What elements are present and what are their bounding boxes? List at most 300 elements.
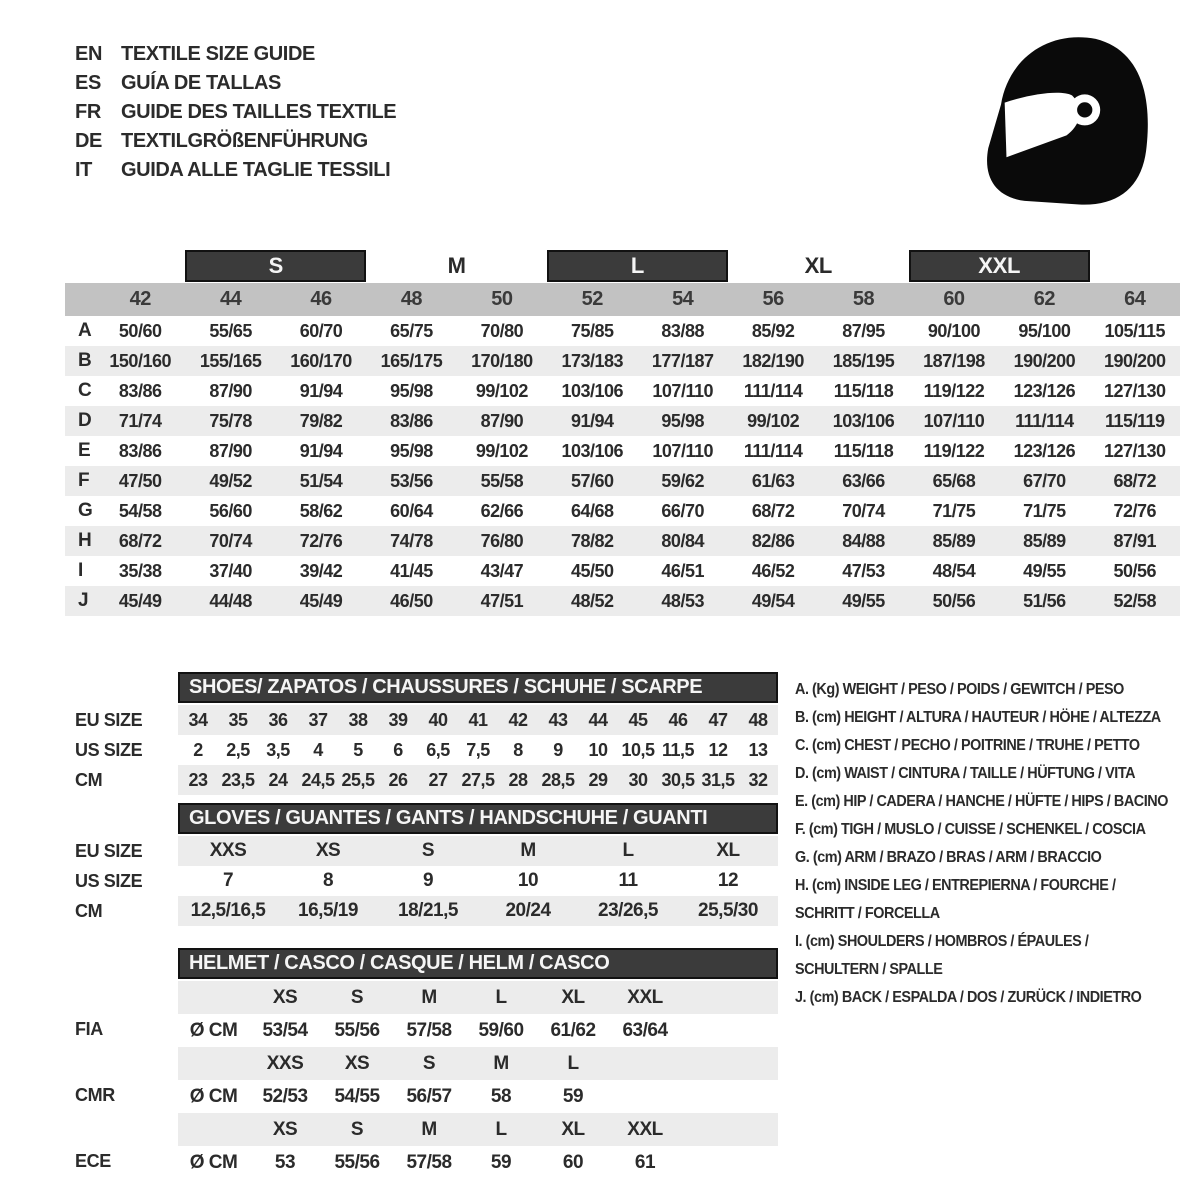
helmet-size-letter: M [493, 1052, 509, 1074]
language-code: FR [75, 101, 101, 123]
measurement-row [65, 586, 1180, 616]
gloves-us-size-row [178, 866, 778, 896]
measurement-value: 66/70 [661, 500, 704, 521]
measurement-value: 68/72 [1113, 470, 1157, 491]
helmet-size-value: 52/53 [262, 1085, 308, 1107]
measurement-value: 43/47 [480, 560, 524, 581]
helmet-size-letter: XS [344, 1052, 370, 1074]
measurement-value: 150/160 [109, 350, 171, 371]
legend-line: A. (Kg) WEIGHT / PESO / POIDS / GEWITCH / PESO [795, 681, 1124, 698]
shoe-cm-value: 30 [628, 769, 648, 790]
measurement-value: 45/50 [571, 560, 614, 581]
measurement-value: 85/92 [751, 320, 795, 341]
helmet-size-letter: XS [272, 986, 298, 1008]
legend-line: G. (cm) ARM / BRAZO / BRAS / ARM / BRACCIO [795, 849, 1102, 866]
glove-eu-size-value: S [421, 840, 435, 861]
legend-line: J. (cm) BACK / ESPALDA / DOS / ZURÜCK / INDIETRO [795, 989, 1142, 1006]
size-column-header: 60 [943, 288, 965, 310]
measurement-value: 177/187 [651, 350, 714, 371]
size-column-header: 46 [310, 288, 332, 310]
measurement-value: 64/68 [571, 500, 614, 521]
helmet-size-letter: M [421, 986, 437, 1008]
helmet-size-value: 59/60 [478, 1019, 524, 1041]
measurement-value: 75/85 [571, 320, 614, 341]
glove-us-size-value: 12 [717, 870, 739, 891]
measurement-value: 111/114 [743, 440, 803, 461]
measurement-value: 127/130 [1103, 380, 1166, 401]
helmet-section-title: HELMET / CASCO / CASQUE / HELM / CASCO [178, 948, 778, 979]
size-column-header: 54 [672, 288, 694, 310]
glove-cm-value: 12,5/16,5 [190, 900, 266, 921]
glove-us-size-value: 9 [422, 870, 434, 891]
shoes-us-size-label: US SIZE [75, 739, 143, 760]
measurement-value: 70/80 [480, 320, 524, 341]
gloves-eu-size-label: EU SIZE [75, 840, 143, 861]
language-title: TEXTILGRÖßENFÜHRUNG [121, 130, 368, 152]
measurement-value: 44/48 [209, 590, 252, 611]
measurement-value: 78/82 [571, 530, 614, 551]
measurement-value: 165/175 [380, 350, 443, 371]
helmet-ece-values-row [178, 1146, 778, 1179]
helmet-unit-label: Ø CM [189, 1151, 238, 1173]
measurement-value: 87/90 [209, 380, 252, 401]
glove-cm-value: 18/21,5 [398, 900, 458, 921]
helmet-size-letter: XL [561, 1118, 585, 1140]
measurement-value: 61/63 [751, 470, 795, 491]
legend-line: C. (cm) CHEST / PECHO / POITRINE / TRUHE / PETTO [795, 737, 1140, 754]
glove-us-size-value: 11 [618, 870, 638, 891]
shoe-us-size-value: 6 [393, 739, 403, 760]
glove-cm-value: 16,5/19 [298, 900, 358, 921]
shoe-us-size-value: 5 [353, 739, 363, 760]
gloves-us-size-label: US SIZE [75, 870, 143, 891]
measurement-value: 46/52 [751, 560, 795, 581]
legend-line: B. (cm) HEIGHT / ALTURA / HAUTEUR / HÖHE / ALTEZZA [795, 709, 1161, 726]
measurement-value: 91/94 [299, 380, 343, 401]
helmet-size-letter: XXL [627, 986, 663, 1008]
helmet-size-value: 58 [490, 1085, 512, 1107]
shoe-eu-size-value: 45 [628, 709, 648, 730]
helmet-size-letter: XXL [627, 1118, 663, 1140]
shoe-us-size-value: 11,5 [661, 739, 695, 760]
measurement-value: 47/51 [480, 590, 524, 611]
shoe-eu-size-value: 39 [388, 709, 408, 730]
shoes-cm-label: CM [75, 769, 103, 790]
legend-line: H. (cm) INSIDE LEG / ENTREPIERNA / FOURCHE / [795, 877, 1116, 894]
measurement-value: 62/66 [480, 500, 524, 521]
helmet-size-letter: L [495, 1118, 507, 1140]
measurement-value: 123/126 [1013, 380, 1076, 401]
measurement-value: 70/74 [209, 530, 252, 551]
measurement-value: 87/95 [842, 320, 885, 341]
measurement-value: 85/89 [932, 530, 976, 551]
helmet-size-letter: S [422, 1052, 436, 1074]
shoes-us-size-row [178, 735, 778, 765]
shoe-cm-value: 23 [188, 769, 208, 790]
measurement-value: 119/122 [923, 380, 985, 401]
measurement-value: 72/76 [299, 530, 343, 551]
glove-us-size-value: 10 [517, 870, 539, 891]
helmet-size-value: 61 [634, 1151, 656, 1173]
language-title-list [75, 40, 396, 185]
shoe-cm-value: 28 [508, 769, 528, 790]
shoe-us-size-value: 13 [748, 739, 768, 760]
measurement-value: 80/84 [661, 530, 704, 551]
helmet-size-value: 60 [562, 1151, 584, 1173]
language-title: TEXTILE SIZE GUIDE [121, 43, 315, 65]
shoe-eu-size-value: 37 [308, 709, 328, 730]
size-letter-row [65, 250, 1180, 282]
measurement-value: 49/55 [842, 590, 885, 611]
measurement-value: 115/119 [1104, 410, 1165, 431]
measurement-row-label: H [78, 530, 92, 551]
language-code: DE [75, 130, 102, 152]
shoe-eu-size-value: 42 [508, 709, 528, 730]
measurement-value: 84/88 [842, 530, 885, 551]
measurement-value: 45/49 [299, 590, 343, 611]
helmet-size-letter: XS [272, 1118, 298, 1140]
shoe-eu-size-value: 41 [468, 709, 488, 730]
shoe-us-size-value: 2,5 [226, 739, 250, 760]
size-group-l: L [547, 250, 728, 282]
measurement-row [65, 346, 1180, 376]
language-row [75, 69, 396, 98]
measurement-row-label: C [78, 380, 92, 401]
helmet-size-value: 53/54 [262, 1019, 308, 1041]
measurement-value: 39/42 [299, 560, 343, 581]
shoe-eu-size-value: 34 [188, 709, 208, 730]
measurement-value: 99/102 [747, 410, 800, 431]
shoe-cm-value: 27 [428, 769, 448, 790]
measurement-value: 48/54 [932, 560, 976, 581]
glove-cm-value: 23/26,5 [598, 900, 658, 921]
language-code: EN [75, 43, 102, 65]
glove-cm-value: 20/24 [505, 900, 551, 921]
shoe-cm-value: 30,5 [661, 769, 695, 790]
size-column-header: 42 [129, 288, 151, 310]
language-title: GUIDE DES TAILLES TEXTILE [121, 101, 397, 123]
numeric-size-header [65, 283, 1180, 316]
measurement-value: 185/195 [832, 350, 895, 371]
measurement-value: 46/50 [390, 590, 433, 611]
measurement-value: 50/56 [1113, 560, 1157, 581]
measurement-value: 68/72 [118, 530, 162, 551]
measurement-row [65, 316, 1180, 346]
shoe-cm-value: 31,5 [701, 769, 735, 790]
measurement-value: 173/183 [561, 350, 624, 371]
helmet-fia-values-row [178, 1014, 778, 1047]
measurement-value: 59/62 [661, 470, 704, 491]
helmet-size-letter: L [567, 1052, 579, 1074]
shoe-cm-value: 24 [268, 769, 288, 790]
measurement-value: 45/49 [118, 590, 162, 611]
shoe-eu-size-value: 47 [708, 709, 728, 730]
helmet-size-value: 56/57 [406, 1085, 452, 1107]
measurement-value: 107/110 [923, 410, 985, 431]
shoe-cm-value: 28,5 [541, 769, 575, 790]
measurement-value: 103/106 [561, 380, 624, 401]
shoe-eu-size-value: 35 [228, 709, 248, 730]
helmet-unit-label: Ø CM [189, 1019, 238, 1041]
measurement-value: 70/74 [842, 500, 885, 521]
glove-cm-value: 25,5/30 [698, 900, 758, 921]
size-group-xl: XL [804, 253, 833, 278]
shoes-section-title: SHOES/ ZAPATOS / CHAUSSURES / SCHUHE / SCARPE [178, 672, 778, 703]
helmet-size-letter: S [350, 986, 364, 1008]
shoe-eu-size-value: 36 [268, 709, 288, 730]
helmet-size-value: 53 [274, 1151, 296, 1173]
shoes-eu-size-row [178, 705, 778, 735]
measurement-value: 95/100 [1018, 320, 1071, 341]
size-column-header: 58 [852, 288, 875, 310]
measurement-value: 72/76 [1113, 500, 1157, 521]
glove-eu-size-value: XL [716, 840, 740, 861]
measurement-value: 55/58 [480, 470, 524, 491]
measurement-value: 115/118 [833, 380, 894, 401]
helmet-unit-label: Ø CM [189, 1085, 238, 1107]
measurement-value: 107/110 [652, 380, 713, 401]
helmet-size-value: 57/58 [406, 1151, 452, 1173]
helmet-ece-label: ECE [75, 1150, 111, 1171]
measurement-value: 99/102 [475, 440, 528, 461]
measurement-row-label: D [78, 410, 92, 431]
helmet-row-spacer [178, 1113, 249, 1146]
language-code: IT [75, 159, 92, 181]
measurement-value: 111/114 [1015, 410, 1074, 431]
glove-eu-size-value: XS [315, 840, 341, 861]
helmet-size-value: 57/58 [406, 1019, 452, 1041]
shoe-eu-size-value: 43 [548, 709, 568, 730]
measurement-value: 49/52 [209, 470, 252, 491]
measurement-value: 182/190 [742, 350, 804, 371]
glove-eu-size-value: M [520, 840, 536, 861]
glove-eu-size-value: XXS [209, 840, 247, 861]
measurement-value: 127/130 [1103, 440, 1166, 461]
legend-line: SCHRITT / FORCELLA [795, 905, 940, 922]
measurement-value: 48/53 [661, 590, 704, 611]
helmet-row-spacer [178, 981, 249, 1014]
measurement-value: 83/88 [661, 320, 704, 341]
shoe-cm-value: 23,5 [221, 769, 255, 790]
size-column-header: 50 [491, 288, 513, 310]
measurement-value: 160/170 [290, 350, 352, 371]
measurement-value: 123/126 [1013, 440, 1076, 461]
measurement-row [65, 376, 1180, 406]
shoe-us-size-value: 4 [313, 739, 323, 760]
helmet-size-value: 59 [490, 1151, 512, 1173]
measurement-value: 79/82 [299, 410, 343, 431]
measurement-value: 57/60 [571, 470, 614, 491]
size-group-m: M [447, 253, 466, 278]
measurement-row-label: I [78, 560, 83, 581]
shoe-eu-size-value: 46 [668, 709, 688, 730]
gloves-section-title: GLOVES / GUANTES / GANTS / HANDSCHUHE / GUANTI [178, 803, 778, 834]
measurement-row-label: F [78, 470, 90, 491]
measurement-value: 67/70 [1023, 470, 1066, 491]
measurement-row [65, 436, 1180, 466]
measurement-value: 63/66 [842, 470, 885, 491]
measurement-value: 75/78 [209, 410, 252, 431]
helmet-size-letter: XL [561, 986, 585, 1008]
measurement-value: 187/198 [923, 350, 985, 371]
measurement-value: 71/75 [932, 500, 976, 521]
language-code: ES [75, 72, 101, 94]
helmet-size-value: 59 [562, 1085, 584, 1107]
glove-us-size-value: 8 [322, 870, 334, 891]
measurement-value: 47/53 [842, 560, 885, 581]
glove-us-size-value: 7 [222, 870, 234, 891]
shoe-eu-size-value: 38 [348, 709, 368, 730]
legend-line: SCHULTERN / SPALLE [795, 961, 943, 978]
measurement-value: 50/60 [118, 320, 162, 341]
measurement-row [65, 556, 1180, 586]
measurement-value: 103/106 [561, 440, 624, 461]
measurement-value: 83/86 [118, 440, 162, 461]
gloves-cm-label: CM [75, 900, 103, 921]
measurement-value: 107/110 [652, 440, 713, 461]
helmet-size-letter: XXS [266, 1052, 304, 1074]
helmet-cmr-sizes-row [178, 1047, 778, 1080]
shoe-us-size-value: 10,5 [621, 739, 655, 760]
shoe-cm-value: 25,5 [341, 769, 375, 790]
measurement-value: 65/75 [390, 320, 433, 341]
measurement-row-label: A [78, 320, 92, 341]
measurement-value: 46/51 [661, 560, 704, 581]
shoe-us-size-value: 12 [708, 739, 728, 760]
measurement-value: 58/62 [299, 500, 343, 521]
measurement-row [65, 496, 1180, 526]
measurement-value: 48/52 [571, 590, 614, 611]
language-row [75, 98, 396, 127]
shoes-eu-size-label: EU SIZE [75, 709, 143, 730]
measurement-value: 41/45 [390, 560, 433, 581]
helmet-size-value: 61/62 [550, 1019, 596, 1041]
helmet-cmr-values-row [178, 1080, 778, 1113]
measurement-row [65, 526, 1180, 556]
helmet-fia-sizes-row [178, 981, 778, 1014]
helmet-size-value: 54/55 [334, 1085, 380, 1107]
measurement-row [65, 406, 1180, 436]
measurement-value: 56/60 [209, 500, 252, 521]
measurement-value: 54/58 [118, 500, 162, 521]
measurement-value: 49/55 [1023, 560, 1066, 581]
language-row [75, 156, 396, 185]
shoe-eu-size-value: 48 [748, 709, 768, 730]
measurement-value: 87/91 [1113, 530, 1157, 551]
helmet-ece-sizes-row [178, 1113, 778, 1146]
measurement-row-label: B [78, 350, 92, 371]
helmet-size-value: 55/56 [334, 1019, 380, 1041]
measurement-value: 87/90 [209, 440, 252, 461]
measurement-value: 119/122 [923, 440, 985, 461]
size-group-xxl: XXL [909, 250, 1090, 282]
measurement-value: 35/38 [118, 560, 162, 581]
language-title: GUÍA DE TALLAS [121, 72, 281, 94]
measurement-rows [65, 316, 1180, 616]
size-column-header: 44 [219, 288, 242, 310]
racing-helmet-icon [978, 28, 1166, 210]
legend-line: D. (cm) WAIST / CINTURA / TAILLE / HÜFTUNG / VITA [795, 765, 1136, 782]
measurement-value: 71/74 [118, 410, 162, 431]
size-column-header: 62 [1033, 288, 1055, 310]
measurement-value: 90/100 [927, 320, 980, 341]
measurement-value: 111/114 [743, 380, 803, 401]
measurement-value: 95/98 [661, 410, 704, 431]
helmet-cmr-label: CMR [75, 1084, 115, 1105]
language-title: GUIDA ALLE TAGLIE TESSILI [121, 159, 391, 181]
measurement-row [65, 466, 1180, 496]
glove-eu-size-value: L [622, 840, 634, 861]
helmet-size-letter: M [421, 1118, 437, 1140]
shoe-us-size-value: 7,5 [466, 739, 490, 760]
measurement-value: 51/54 [299, 470, 343, 491]
measurement-value: 105/115 [1104, 320, 1166, 341]
helmet-size-letter: L [495, 986, 507, 1008]
measurement-value: 85/89 [1023, 530, 1066, 551]
measurement-row-label: G [78, 500, 93, 521]
measurement-row-label: E [78, 440, 91, 461]
language-row [75, 40, 396, 69]
shoe-cm-value: 29 [588, 769, 608, 790]
measurement-value: 50/56 [932, 590, 976, 611]
measurement-value: 49/54 [751, 590, 795, 611]
measurement-value: 99/102 [475, 380, 528, 401]
measurement-legend [795, 676, 1195, 1012]
shoe-us-size-value: 2 [193, 739, 203, 760]
gloves-eu-size-row [178, 836, 778, 866]
measurement-value: 190/200 [1013, 350, 1076, 371]
helmet-size-letter: S [350, 1118, 364, 1140]
textile-size-table [65, 250, 1180, 616]
shoe-us-size-value: 3,5 [266, 739, 290, 760]
measurement-value: 55/65 [209, 320, 252, 341]
shoe-eu-size-value: 40 [428, 709, 448, 730]
measurement-row-label: J [78, 590, 89, 611]
size-column-header: 64 [1124, 288, 1146, 310]
measurement-value: 82/86 [751, 530, 795, 551]
shoe-cm-value: 32 [748, 769, 768, 790]
measurement-value: 91/94 [571, 410, 614, 431]
measurement-value: 51/56 [1023, 590, 1066, 611]
measurement-value: 115/118 [833, 440, 894, 461]
shoes-cm-row [178, 765, 778, 795]
measurement-value: 47/50 [118, 470, 162, 491]
helmet-size-value: 55/56 [334, 1151, 380, 1173]
shoe-cm-value: 26 [388, 769, 408, 790]
shoe-cm-value: 24,5 [301, 769, 335, 790]
measurement-value: 103/106 [832, 410, 895, 431]
size-column-header: 48 [400, 288, 423, 310]
measurement-value: 37/40 [209, 560, 252, 581]
measurement-value: 95/98 [390, 440, 433, 461]
measurement-value: 53/56 [390, 470, 433, 491]
measurement-value: 76/80 [480, 530, 524, 551]
size-column-header: 56 [762, 288, 784, 310]
legend-line: F. (cm) TIGH / MUSLO / CUISSE / SCHENKEL / COSCIA [795, 821, 1146, 838]
helmet-row-spacer [178, 1047, 249, 1080]
gloves-cm-row [178, 896, 778, 926]
measurement-value: 155/165 [199, 350, 262, 371]
size-column-header: 52 [581, 288, 603, 310]
shoe-cm-value: 27,5 [461, 769, 495, 790]
measurement-value: 74/78 [390, 530, 433, 551]
measurement-value: 52/58 [1113, 590, 1157, 611]
shoe-us-size-value: 8 [513, 739, 523, 760]
measurement-value: 68/72 [751, 500, 795, 521]
shoe-us-size-value: 10 [588, 739, 608, 760]
measurement-value: 95/98 [390, 380, 433, 401]
legend-line: I. (cm) SHOULDERS / HOMBROS / ÉPAULES / [795, 933, 1089, 950]
